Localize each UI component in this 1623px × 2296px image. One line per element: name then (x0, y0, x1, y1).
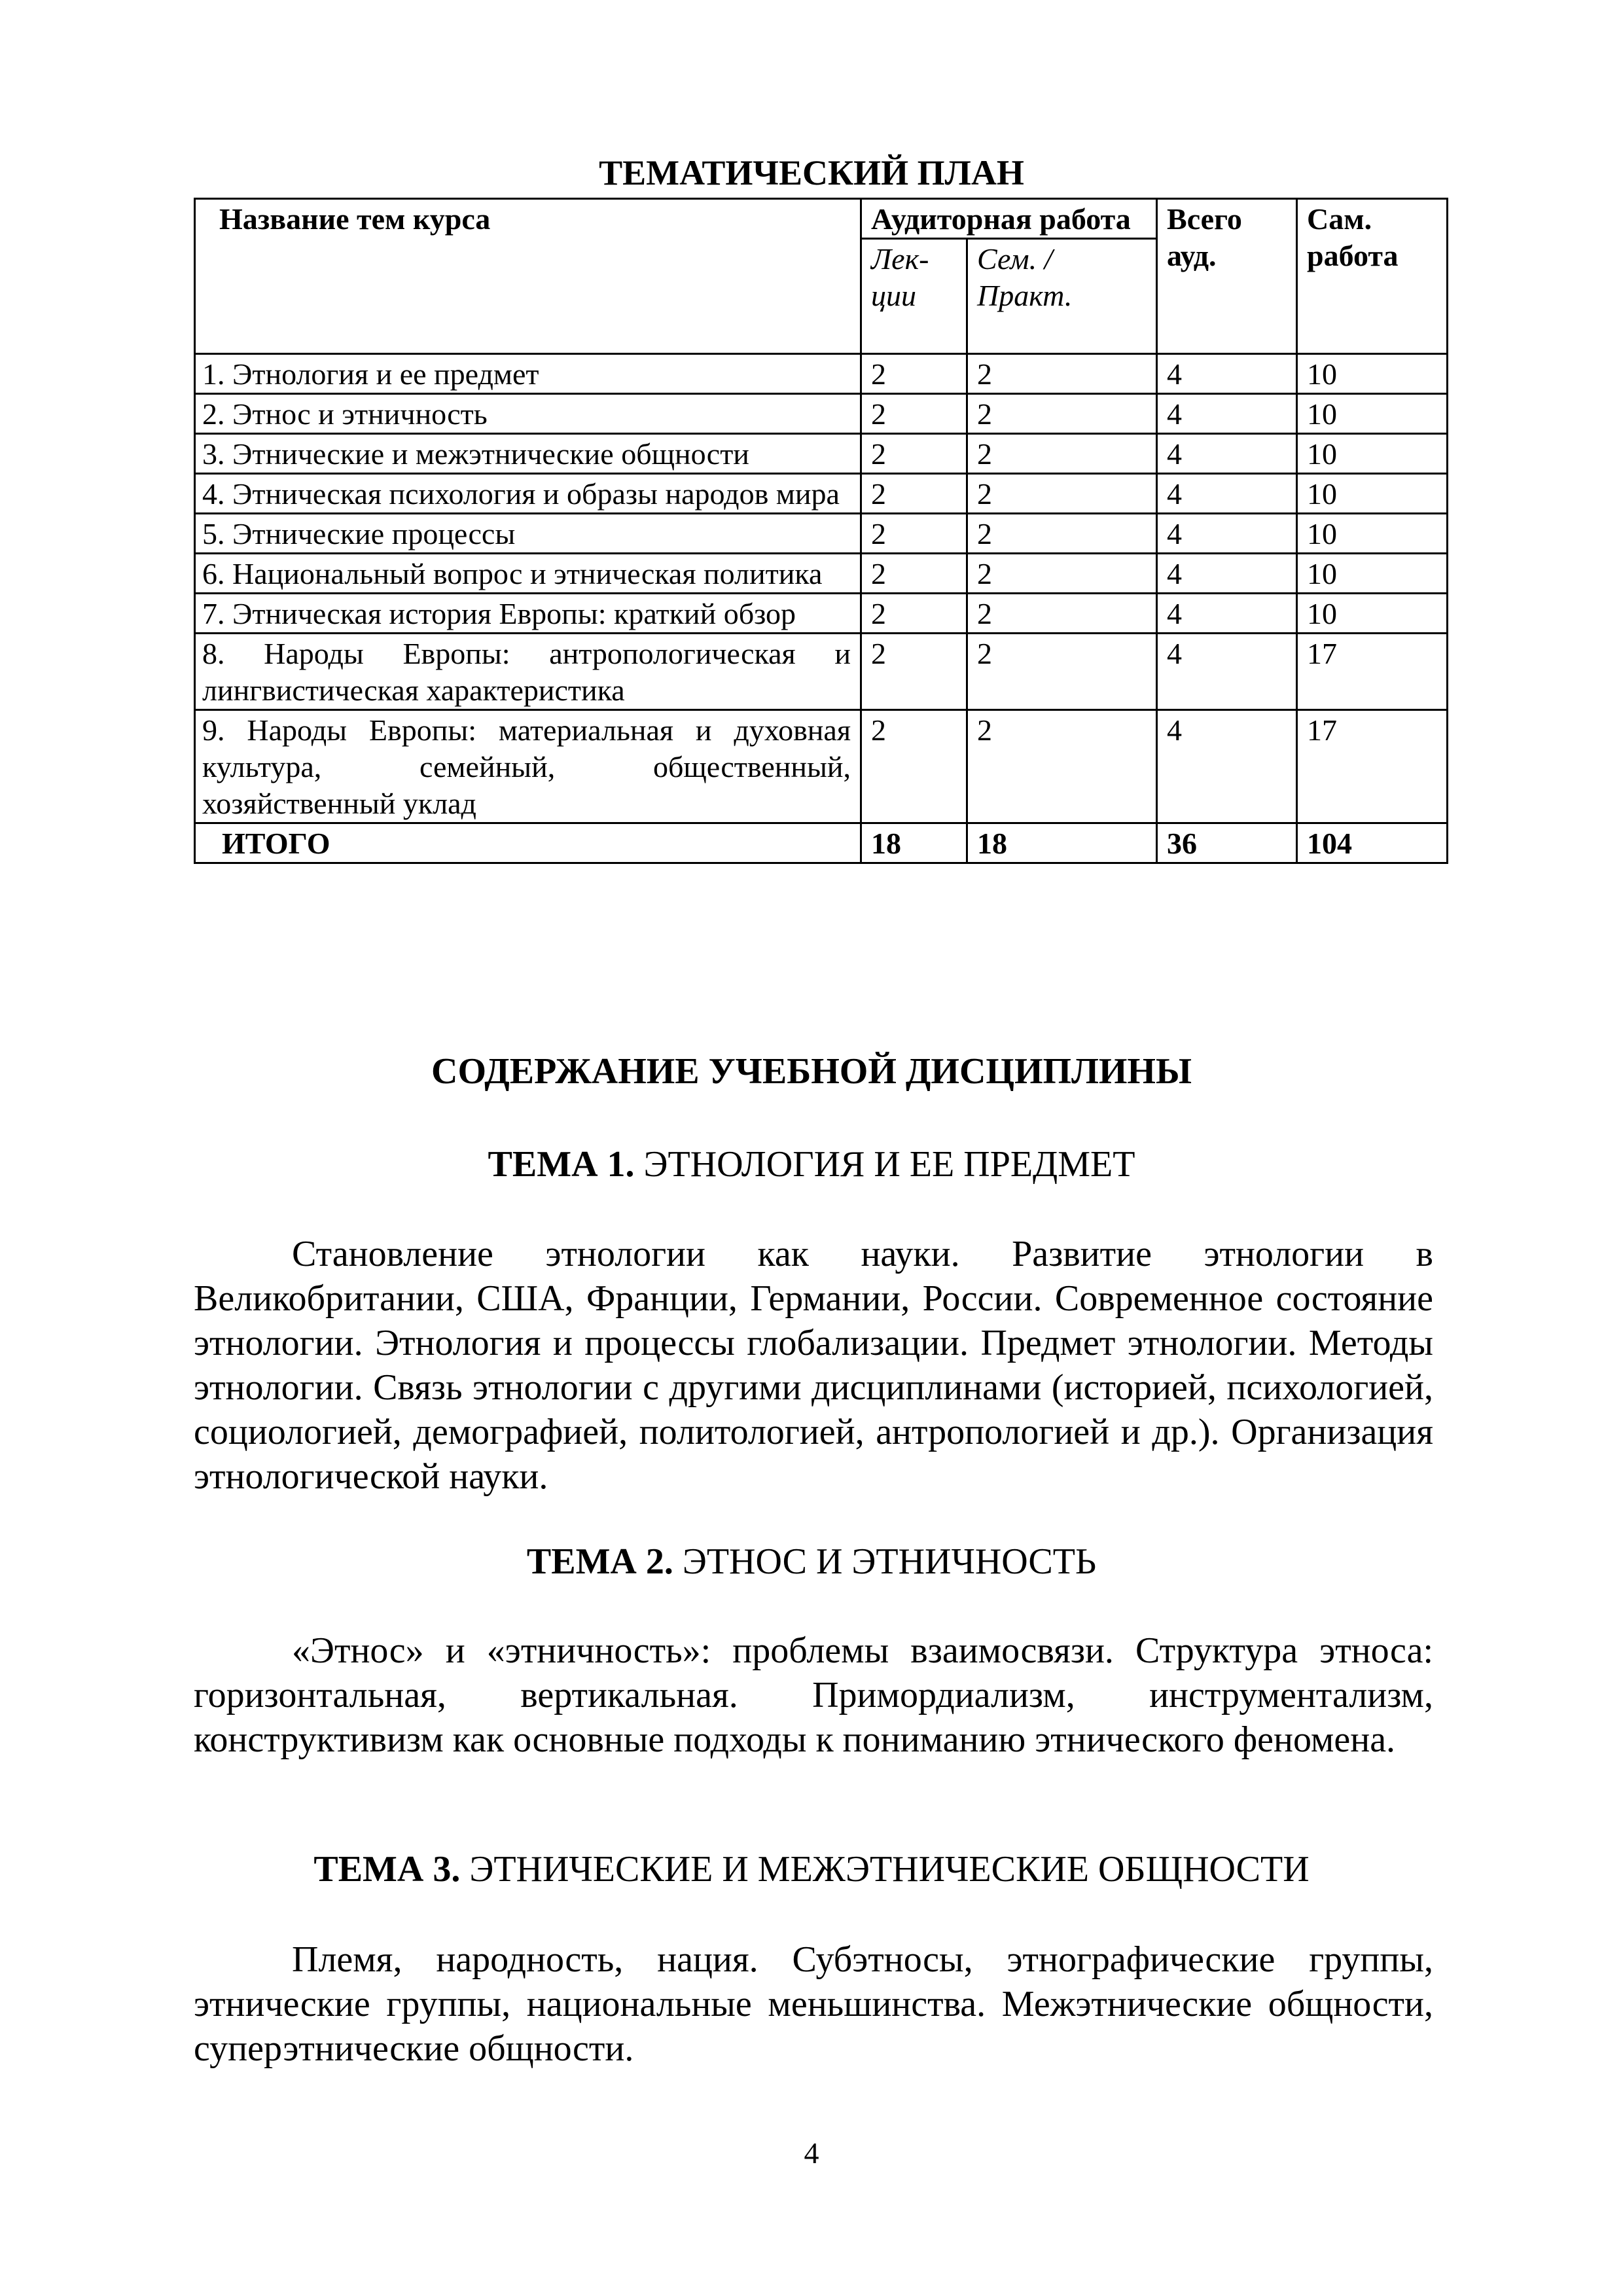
table-total-row (195, 823, 1448, 863)
table-row (195, 354, 1448, 394)
topic-2-name: ЭТНОС И ЭТНИЧНОСТЬ (682, 1541, 1097, 1582)
topic-1-name: ЭТНОЛОГИЯ И ЕЕ ПРЕДМЕТ (643, 1144, 1135, 1185)
table-row (195, 710, 1448, 823)
lectures-hours: 2 (861, 434, 967, 474)
lectures-hours: 2 (861, 354, 967, 394)
table-row (195, 634, 1448, 710)
total-hours: 4 (1157, 354, 1297, 394)
lectures-hours: 2 (861, 514, 967, 554)
total-hours: 4 (1157, 634, 1297, 710)
plan-title: ТЕМАТИЧЕСКИЙ ПЛАН (599, 153, 1024, 192)
lectures-hours: 2 (861, 474, 967, 514)
page-number: 4 (804, 2136, 819, 2170)
seminars-hours: 2 (967, 394, 1157, 434)
topic-2-heading (0, 1540, 1623, 1583)
table-row (195, 474, 1448, 514)
total-label: ИТОГО (195, 823, 861, 863)
lectures-hours: 2 (861, 554, 967, 594)
self-work-hours: 17 (1297, 634, 1448, 710)
seminars-hours: 2 (967, 514, 1157, 554)
self-work-hours: 10 (1297, 434, 1448, 474)
seminars-hours: 2 (967, 354, 1157, 394)
topic-name: 5. Этнические процессы (195, 514, 861, 554)
lectures-hours: 2 (861, 634, 967, 710)
header-total-auditorium: Всего ауд. (1157, 199, 1297, 354)
self-work-hours: 10 (1297, 594, 1448, 634)
total-hours: 4 (1157, 434, 1297, 474)
total-hours: 4 (1157, 514, 1297, 554)
self-work-hours: 10 (1297, 514, 1448, 554)
topic-name: 9. Народы Европы: материальная и духовная культура, семейный, общественный, хозяйственный уклад (195, 710, 861, 823)
seminars-hours: 2 (967, 634, 1157, 710)
seminars-hours: 2 (967, 554, 1157, 594)
table-row (195, 514, 1448, 554)
total-hours: 4 (1157, 474, 1297, 514)
header-lectures: Лек-ции (861, 239, 967, 354)
total-auditorium-hours: 36 (1157, 823, 1297, 863)
total-seminars-hours: 18 (967, 823, 1157, 863)
topic-3-text: Племя, народность, нация. Субэтносы, этнографические группы, этнические группы, национальные меньшинства. Межэтнические общности, суперэтнические общности. (194, 1939, 1433, 2069)
topic-3-heading (0, 1848, 1623, 1891)
header-topic-name: Название тем курса (195, 199, 861, 354)
self-work-hours: 10 (1297, 354, 1448, 394)
table-row (195, 594, 1448, 634)
self-work-hours: 10 (1297, 474, 1448, 514)
total-lectures-hours: 18 (861, 823, 967, 863)
table-row (195, 394, 1448, 434)
total-hours: 4 (1157, 554, 1297, 594)
topic-name: 4. Этническая психология и образы народов мира (195, 474, 861, 514)
topic-1-text: Становление этнологии как науки. Развитие этнологии в Великобритании, США, Франции, Германии, России. Современное состояние этнологии. Этнология и процессы глобализации. Предмет этнологии. Методы этнологии. Связь этнологии с другими дисциплинами (историей, психологией, социологией, демографией, политологией, антропологией и др.). Организация этнологической науки. (194, 1234, 1433, 1497)
topic-name: 2. Этнос и этничность (195, 394, 861, 434)
thematic-plan-table (194, 198, 1448, 864)
topic-3-label: ТЕМА 3. (313, 1849, 461, 1890)
self-work-hours: 10 (1297, 394, 1448, 434)
topic-name: 8. Народы Европы: антропологическая и лингвистическая характеристика (195, 634, 861, 710)
topic-name: 6. Национальный вопрос и этническая политика (195, 554, 861, 594)
seminars-hours: 2 (967, 434, 1157, 474)
topic-name: 7. Этническая история Европы: краткий обзор (195, 594, 861, 634)
topic-name: 1. Этнология и ее предмет (195, 354, 861, 394)
lectures-hours: 2 (861, 710, 967, 823)
header-auditorium-work: Аудиторная работа (861, 199, 1157, 239)
header-self-work: Сам. работа (1297, 199, 1448, 354)
topic-1-heading (0, 1143, 1623, 1186)
total-hours: 4 (1157, 394, 1297, 434)
seminars-hours: 2 (967, 474, 1157, 514)
lectures-hours: 2 (861, 394, 967, 434)
header-seminars: Сем. / Практ. (967, 239, 1157, 354)
topic-2-label: ТЕМА 2. (526, 1541, 673, 1582)
seminars-hours: 2 (967, 710, 1157, 823)
table-row (195, 434, 1448, 474)
topic-3-name: ЭТНИЧЕСКИЕ И МЕЖЭТНИЧЕСКИЕ ОБЩНОСТИ (469, 1849, 1310, 1890)
lectures-hours: 2 (861, 594, 967, 634)
seminars-hours: 2 (967, 594, 1157, 634)
topic-1-label: ТЕМА 1. (488, 1144, 635, 1185)
content-title: СОДЕРЖАНИЕ УЧЕБНОЙ ДИСЦИПЛИНЫ (431, 1051, 1192, 1092)
total-hours: 4 (1157, 710, 1297, 823)
total-self-work-hours: 104 (1297, 823, 1448, 863)
topic-2-text: «Этнос» и «этничность»: проблемы взаимосвязи. Структура этноса: горизонтальная, вертикальная. Примордиализм, инструментализм, конструктивизм как основные подходы к пониманию этнического феномена. (194, 1630, 1433, 1760)
self-work-hours: 17 (1297, 710, 1448, 823)
self-work-hours: 10 (1297, 554, 1448, 594)
total-hours: 4 (1157, 594, 1297, 634)
topic-name: 3. Этнические и межэтнические общности (195, 434, 861, 474)
table-row (195, 554, 1448, 594)
